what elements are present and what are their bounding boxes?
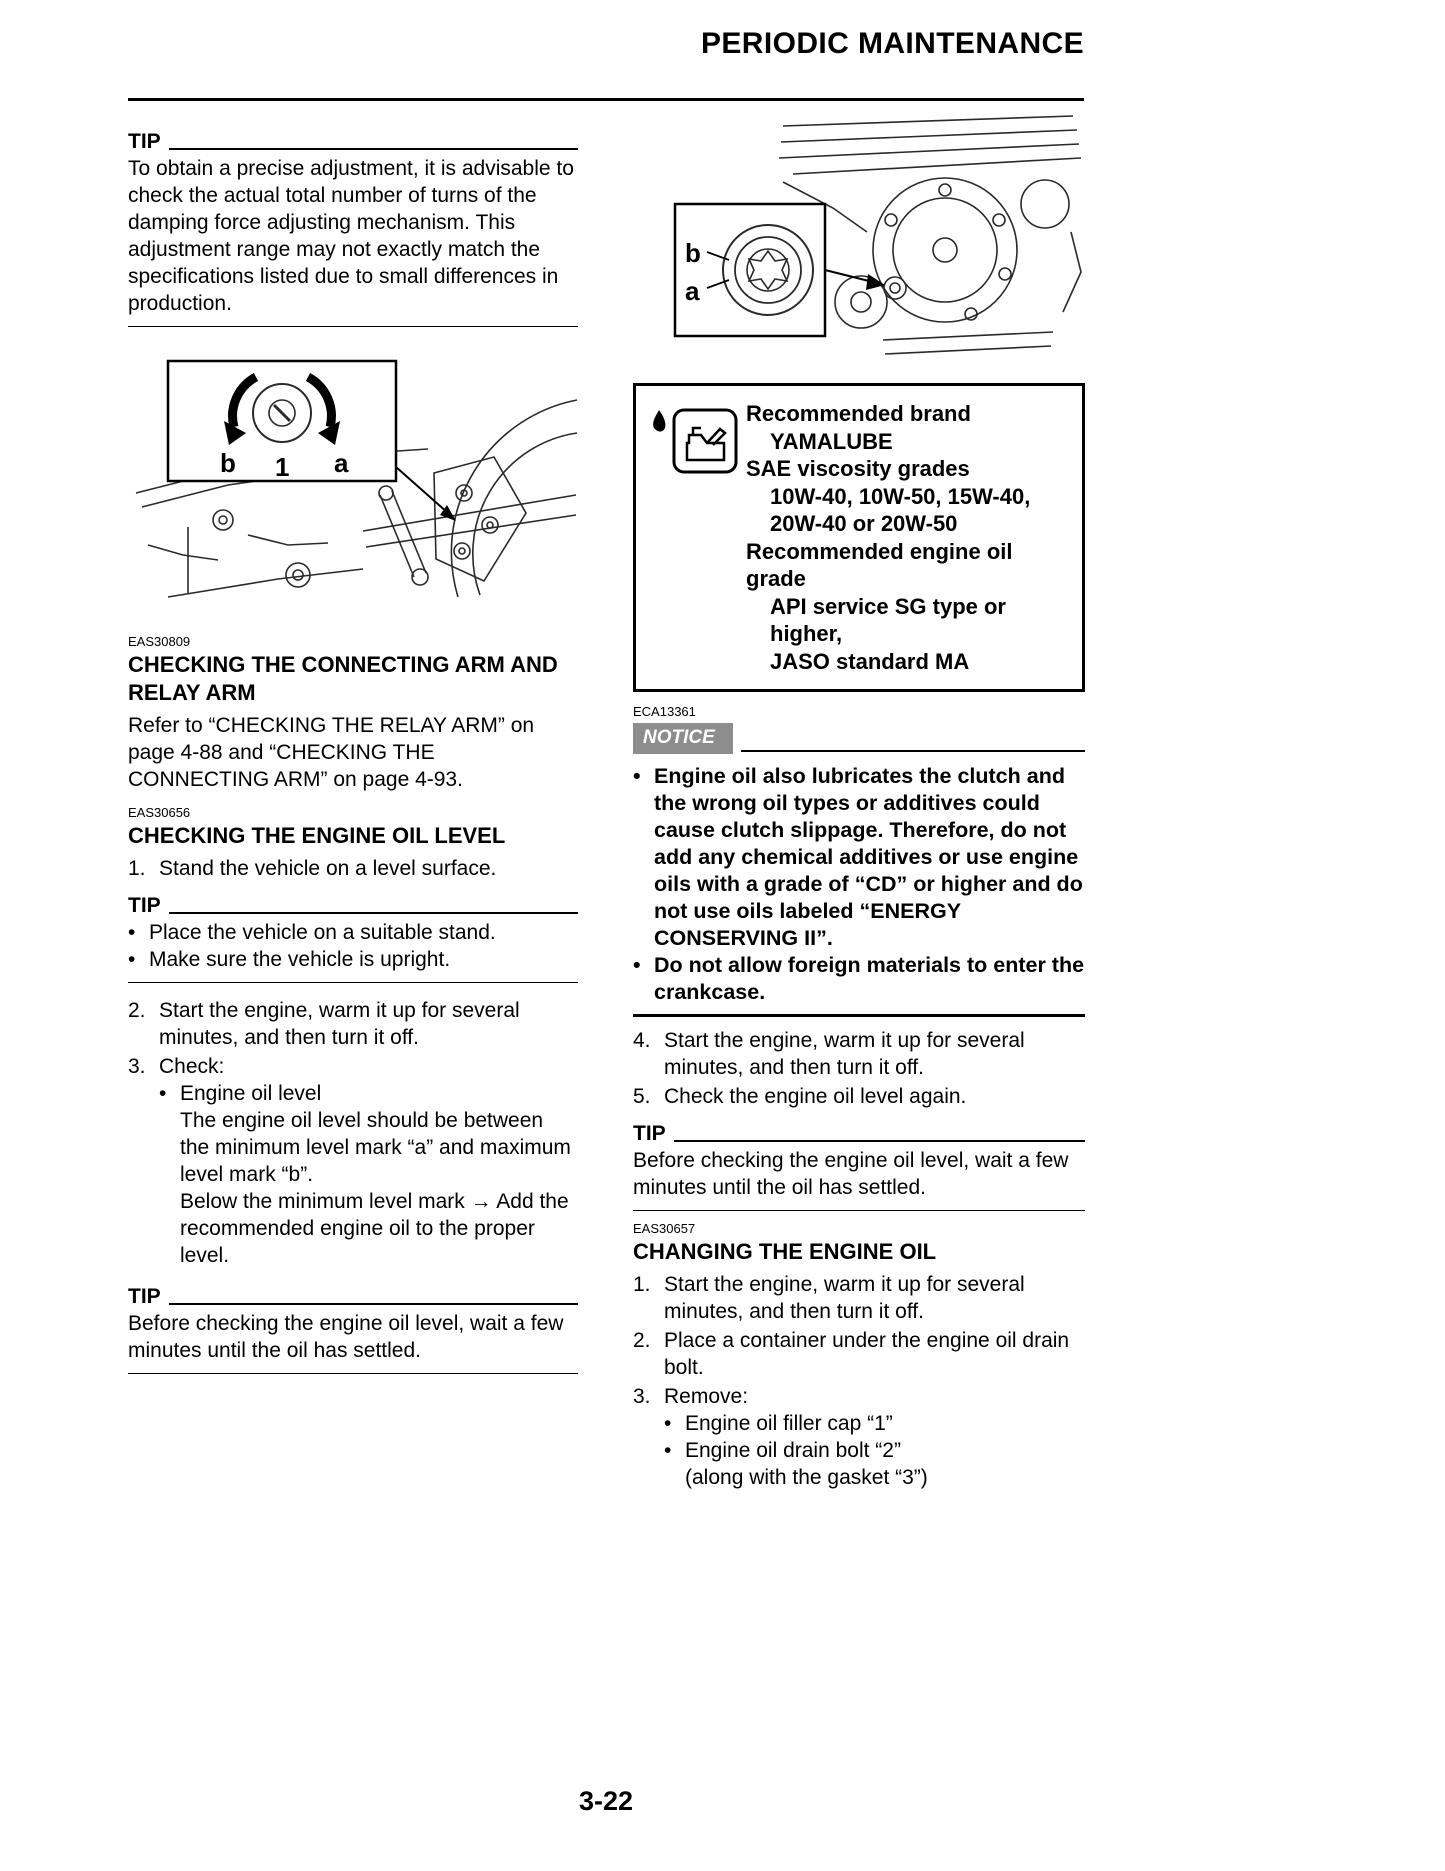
bullet-marker [664, 1437, 685, 1464]
figure1-label-b: b [220, 448, 236, 478]
tip-head [128, 128, 578, 155]
oil-viscosity-1: 10W-40, 10W-50, 15W-40, [770, 483, 1031, 509]
step-detail: The engine oil level should be between the minimum level mark “a” and maximum level mark “b”. [180, 1109, 571, 1186]
step-item [128, 997, 578, 1051]
section-body: Refer to “CHECKING THE RELAY ARM” on page 4-88 and “CHECKING THE CONNECTING ARM” on page 4-93. [128, 714, 535, 791]
notice-text: Engine oil also lubricates the clutch and the wrong oil types or additives could cause clutch slippage. Therefore, do not add any chemical additives or use engine oils with a grade of “CD” or higher and do not use oils labeled “ENERGY CONSERVING II”. [654, 764, 1083, 950]
bullet-text: Make sure the vehicle is upright. [149, 948, 451, 971]
figure-suspension-adjuster [128, 345, 578, 622]
section-code: EAS30656 [128, 805, 191, 820]
tip-underline [674, 1140, 1085, 1142]
step-text: Check: [159, 1055, 225, 1078]
section-title-oil-level: CHECKING THE ENGINE OIL LEVEL [128, 823, 506, 848]
tip-label: TIP [633, 1122, 666, 1145]
bullet-marker [128, 946, 149, 973]
step-number: 4. [633, 1029, 651, 1052]
step-item [128, 855, 578, 882]
tip-underline [169, 1303, 578, 1305]
leader-arrow [396, 467, 456, 521]
notice-bullet [633, 763, 1085, 952]
step-number: 2. [633, 1329, 651, 1352]
step-number: 5. [633, 1085, 651, 1108]
figure-oil-level-window [633, 112, 1085, 369]
tip-head [633, 1120, 1085, 1147]
notice-text: Do not allow foreign materials to enter the crankcase. [654, 953, 1085, 1004]
bullet-marker [159, 1080, 180, 1107]
oil-spec-box [633, 383, 1085, 692]
section-code: EAS30657 [633, 1221, 696, 1236]
tip-text: Before checking the engine oil level, wait a few minutes until the oil has settled. [128, 1312, 564, 1362]
divider [128, 326, 578, 327]
step-detail: Below the minimum level mark → Add the recommended engine oil to the proper level. [180, 1190, 569, 1267]
oil-spec-text [746, 400, 1074, 675]
left-column [128, 128, 578, 1374]
bullet-text: Place the vehicle on a suitable stand. [149, 921, 496, 944]
page-number: 3-22 [578, 1786, 634, 1816]
tip-underline [169, 912, 578, 914]
oil-viscosity-2: 20W-40 or 20W-50 [770, 511, 958, 536]
step-item [128, 1053, 578, 1080]
step-text: Start the engine, warm it up for several minutes, and then turn it off. [159, 999, 520, 1049]
notice-head [633, 723, 1085, 754]
step-text: Place a container under the engine oil drain bolt. [664, 1329, 1070, 1379]
bullet-marker [128, 919, 149, 946]
bullet-item [633, 1410, 1085, 1437]
oil-grade-2: JASO standard MA [770, 648, 970, 674]
bullet-marker [664, 1410, 685, 1437]
step-text: Start the engine, warm it up for several minutes, and then turn it off. [664, 1029, 1025, 1079]
figure1-label-1: 1 [275, 452, 290, 482]
notice-underline [741, 750, 1085, 752]
section-title-connecting-arm: CHECKING THE CONNECTING ARM AND RELAY ARM [128, 652, 558, 705]
tip-label: TIP [128, 130, 161, 153]
bullet-marker [633, 763, 654, 952]
suspension-linkage-drawing [128, 345, 578, 617]
figure2-label-b: b [685, 238, 701, 268]
oil-brand-label: Recommended brand [746, 401, 971, 426]
figure1-label-a: a [334, 448, 349, 478]
divider [128, 982, 578, 983]
tip-text: Before checking the engine oil level, wait a few minutes until the oil has settled. [633, 1149, 1069, 1199]
tip-block-adjustment [128, 128, 578, 327]
page-title: PERIODIC MAINTENANCE [700, 27, 1084, 60]
step-item [633, 1327, 1085, 1381]
step-item [633, 1027, 1085, 1081]
notice-badge: NOTICE [633, 723, 733, 754]
right-column [633, 112, 1085, 1491]
step-text: Remove: [664, 1385, 749, 1408]
divider [128, 1373, 578, 1374]
tip-text: To obtain a precise adjustment, it is advisable to check the actual total number of turns of the damping force adjusting mechanism. This adjustment range may not exactly match the specifications listed due to small differences in production. [128, 157, 574, 315]
step-number: 1. [633, 1273, 651, 1296]
step-number: 1. [128, 857, 146, 880]
step-number: 3. [633, 1385, 651, 1408]
bullet-item [128, 1080, 578, 1107]
tip-underline [169, 148, 578, 150]
oil-brand: YAMALUBE [770, 428, 893, 454]
tip-block-settle [128, 1283, 578, 1374]
bullet-marker [633, 952, 654, 1006]
step-text: Check the engine oil level again. [664, 1085, 967, 1108]
bullet-item [128, 946, 578, 973]
notice-code: ECA13361 [633, 704, 696, 719]
engine-drawing [633, 112, 1085, 364]
step-text: Start the engine, warm it up for several minutes, and then turn it off. [664, 1273, 1025, 1323]
notice-list [633, 763, 1085, 1017]
figure2-label-a: a [685, 276, 700, 306]
tip-head [128, 892, 578, 919]
tip-block-stand [128, 892, 578, 983]
bullet-item [128, 919, 578, 946]
section-title-changing-oil: CHANGING THE ENGINE OIL [633, 1239, 937, 1264]
step-text: Stand the vehicle on a level surface. [159, 857, 497, 880]
tip-block-settle-2 [633, 1120, 1085, 1211]
header-rule [128, 98, 1084, 101]
oil-viscosity-label: SAE viscosity grades [746, 456, 970, 481]
section-code: EAS30809 [128, 634, 191, 649]
divider [633, 1210, 1085, 1211]
bullet-item [633, 1437, 1085, 1464]
notice-bullet [633, 952, 1085, 1006]
step-item [633, 1271, 1085, 1325]
notice-end-rule [633, 1014, 1085, 1017]
oil-grade-1: API service SG type or higher, [770, 593, 1006, 646]
oil-grade-label: Recommended engine oil grade [746, 538, 1013, 591]
tip-label: TIP [128, 1285, 161, 1308]
oil-can-icon [648, 400, 746, 675]
step-number: 3. [128, 1055, 146, 1078]
step-note: (along with the gasket “3”) [685, 1466, 928, 1489]
bullet-text: Engine oil level [180, 1082, 322, 1105]
bullet-text: Engine oil filler cap “1” [685, 1412, 893, 1435]
tip-head [128, 1283, 578, 1310]
sight-glass-inset [675, 204, 825, 336]
tip-label: TIP [128, 894, 161, 917]
bullet-text: Engine oil drain bolt “2” [685, 1439, 901, 1462]
step-number: 2. [128, 999, 146, 1022]
step-item [633, 1083, 1085, 1110]
adjuster-inset [168, 361, 396, 482]
step-item [633, 1383, 1085, 1410]
